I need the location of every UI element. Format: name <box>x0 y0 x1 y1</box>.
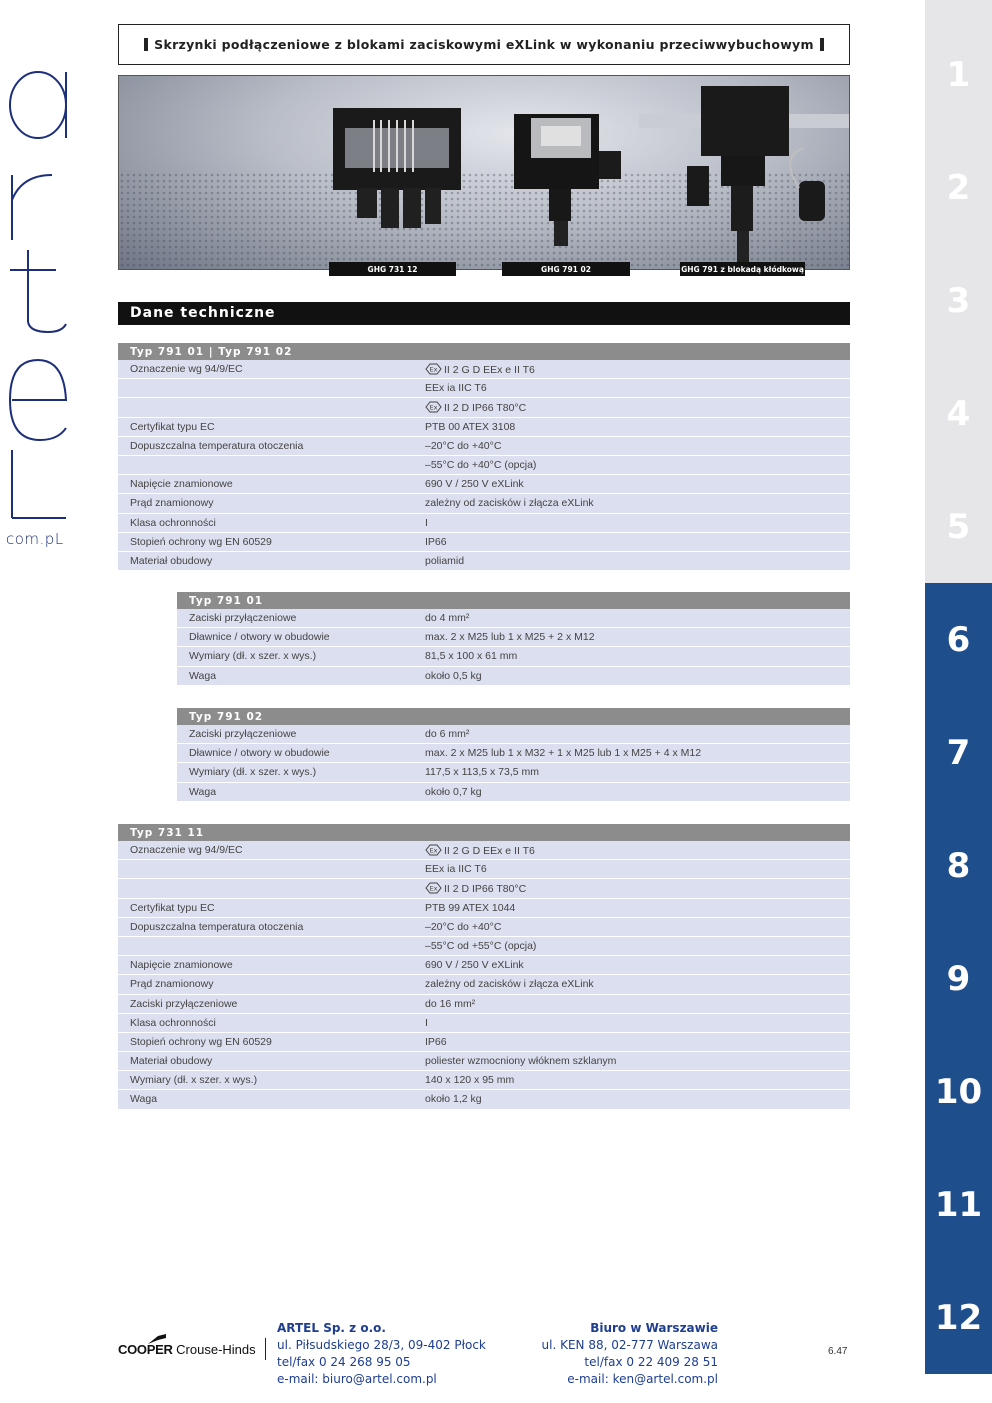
row-value-cell <box>425 1093 482 1105</box>
page-number: 6.47 <box>828 1346 848 1357</box>
row-value-cell <box>425 670 482 682</box>
chapter-tab-6[interactable]: 6 <box>925 583 992 696</box>
row-value-cell <box>425 631 595 643</box>
row-value: zależny od zacisków i złącza eXLink <box>425 978 594 991</box>
chapter-tab-1[interactable]: 1 <box>925 18 992 131</box>
row-label: Materiał obudowy <box>130 1055 213 1068</box>
table-row <box>118 975 850 994</box>
table-heading: Typ 731 11 <box>118 824 850 841</box>
row-value-cell <box>425 555 464 567</box>
page-footer <box>118 1320 858 1390</box>
address-phone: tel/fax 0 22 409 28 51 <box>584 1355 718 1369</box>
row-value-cell <box>425 1036 447 1048</box>
chapter-tab-3[interactable]: 3 <box>925 244 992 357</box>
row-value: II 2 G D EEx e II T6 <box>444 364 535 376</box>
table-row <box>118 1014 850 1033</box>
row-value-cell <box>425 363 535 376</box>
row-value: I <box>425 516 428 529</box>
address-warszawa <box>528 1320 718 1388</box>
table-row <box>118 418 850 437</box>
row-value: 690 V / 250 V eXLink <box>425 959 524 972</box>
table-row <box>118 533 850 552</box>
row-value-cell <box>425 728 469 740</box>
row-label: Zaciski przyłączeniowe <box>189 612 297 624</box>
row-value: EEx ia IIC T6 <box>425 863 487 876</box>
table-row <box>118 841 850 860</box>
row-label: Napięcie znamionowe <box>130 959 233 972</box>
table-row <box>118 956 850 975</box>
table-heading: Typ 791 01 | Typ 791 02 <box>118 343 850 360</box>
table-row <box>177 609 850 628</box>
row-label: Waga <box>130 1093 158 1106</box>
ex-atex-icon <box>425 363 442 375</box>
section-heading: Dane techniczne <box>118 302 850 325</box>
row-value: –20°C do +40°C <box>425 920 502 933</box>
row-value: IP66 <box>425 535 447 548</box>
cooper-crouse-hinds-logo <box>118 1342 256 1357</box>
table-row <box>118 899 850 918</box>
chapter-tab-8[interactable]: 8 <box>925 809 992 922</box>
row-label: Waga <box>189 669 217 682</box>
table-row <box>118 1090 850 1109</box>
brand-rest: Crouse-Hinds <box>176 1342 256 1357</box>
svg-text:Ex: Ex <box>429 884 438 893</box>
table-row <box>118 860 850 879</box>
row-label: Zaciski przyłączeniowe <box>130 997 238 1010</box>
address-email[interactable]: e-mail: biuro@artel.com.pl <box>277 1372 437 1386</box>
header-left-bar <box>144 38 148 51</box>
row-value-cell <box>425 998 475 1010</box>
svg-text:Ex: Ex <box>429 403 438 412</box>
chapter-tab-4[interactable]: 4 <box>925 357 992 470</box>
row-value: IP66 <box>425 1035 447 1048</box>
chapter-tab-7[interactable]: 7 <box>925 696 992 809</box>
row-value: poliester wzmocniony włóknem szklanym <box>425 1055 617 1068</box>
row-value-cell <box>425 401 526 414</box>
address-plock <box>277 1320 486 1388</box>
row-label: Dopuszczalna temperatura otoczenia <box>130 920 304 933</box>
table-row <box>177 763 850 782</box>
ex-atex-icon <box>425 882 442 894</box>
row-value: około 1,2 kg <box>425 1093 482 1106</box>
photo-caption-1: GHG 731 12 <box>329 262 456 276</box>
table-row <box>118 398 850 417</box>
address-line: ul. Piłsudskiego 28/3, 09-402 Płock <box>277 1338 486 1352</box>
row-label: Dopuszczalna temperatura otoczenia <box>130 439 304 452</box>
row-value-cell <box>425 440 501 452</box>
row-value-cell <box>425 978 594 990</box>
brand-bold: COOPER <box>118 1342 173 1357</box>
row-value: około 0,5 kg <box>425 669 482 682</box>
row-value: około 0,7 kg <box>425 785 482 798</box>
row-value: 117,5 x 113,5 x 73,5 mm <box>425 766 540 779</box>
page-header <box>118 24 850 65</box>
address-phone: tel/fax 0 24 268 95 05 <box>277 1355 411 1369</box>
row-label: Klasa ochronności <box>130 1016 216 1029</box>
row-label: Materiał obudowy <box>130 554 213 567</box>
row-value: II 2 G D EEx e II T6 <box>444 845 535 857</box>
artel-logo <box>0 60 80 560</box>
row-value: I <box>425 1016 428 1029</box>
table-row <box>118 1071 850 1090</box>
chapter-tab-10[interactable]: 10 <box>925 1035 992 1148</box>
row-label: Certyfikat typu EC <box>130 420 215 433</box>
row-label: Prąd znamionowy <box>130 978 214 991</box>
table-row <box>118 879 850 898</box>
row-value-cell <box>425 747 701 759</box>
address-title: Biuro w Warszawie <box>590 1321 718 1335</box>
table-row <box>177 667 850 686</box>
sidebar-top-filler <box>925 0 992 18</box>
table-row <box>118 552 850 571</box>
row-value-cell <box>425 382 487 394</box>
product-photo-panel <box>118 75 850 270</box>
spec-table-791-02 <box>177 708 850 802</box>
row-value-cell <box>425 882 526 895</box>
row-value: 690 V / 250 V eXLink <box>425 478 524 491</box>
chapter-tab-2[interactable]: 2 <box>925 131 992 244</box>
row-label: Wymiary (dł. x szer. x wys.) <box>189 766 317 779</box>
row-value-cell <box>425 844 535 857</box>
row-value: II 2 D IP66 T80°C <box>444 883 527 896</box>
row-value-cell <box>425 959 524 971</box>
photo-caption-3: GHG 791 z blokadą kłódkową <box>680 262 805 276</box>
table-row <box>118 475 850 494</box>
row-label: Oznaczenie wg 94/9/EC <box>130 844 243 856</box>
row-value: –20°C do +40°C <box>425 439 502 452</box>
ex-atex-icon <box>425 401 442 413</box>
row-value-cell <box>425 536 447 548</box>
chapter-tab-12[interactable]: 12 <box>925 1261 992 1374</box>
spec-table-791-01 <box>177 592 850 686</box>
logo-domain-text: com.pL <box>6 530 64 548</box>
row-label: Dławnice / otwory w obudowie <box>189 631 330 644</box>
svg-text:Ex: Ex <box>429 846 438 855</box>
table-row <box>118 456 850 475</box>
row-value-cell <box>425 940 536 952</box>
table-row <box>118 937 850 956</box>
row-value: max. 2 x M25 lub 1 x M32 + 1 x M25 lub 1 x M25 + 4 x M12 <box>425 747 702 760</box>
product-illustrations <box>119 76 850 270</box>
table-heading: Typ 791 01 <box>177 592 850 609</box>
row-value: poliamid <box>425 554 465 567</box>
page-title: Skrzynki podłączeniowe z blokami zaciskowymi eXLink w wykonaniu przeciwwybuchowym <box>154 37 814 52</box>
row-value: –55°C do +40°C (opcja) <box>425 458 537 471</box>
row-value-cell <box>425 459 536 471</box>
table-row <box>118 437 850 456</box>
table-row <box>177 744 850 763</box>
row-value-cell <box>425 902 515 914</box>
row-value-cell <box>425 1017 428 1029</box>
table-row <box>118 1052 850 1071</box>
row-label: Wymiary (dł. x szer. x wys.) <box>189 650 317 663</box>
row-label: Wymiary (dł. x szer. x wys.) <box>130 1074 258 1087</box>
header-right-bar <box>820 38 824 51</box>
chapter-tab-11[interactable]: 11 <box>925 1148 992 1261</box>
chapter-sidebar <box>925 0 992 1403</box>
row-value: zależny od zacisków i złącza eXLink <box>425 497 594 510</box>
table-heading: Typ 791 02 <box>177 708 850 725</box>
row-value: II 2 D IP66 T80°C <box>444 402 527 415</box>
table-row <box>118 494 850 513</box>
row-label: Dławnice / otwory w obudowie <box>189 747 330 760</box>
table-row <box>177 783 850 802</box>
row-value-cell <box>425 766 539 778</box>
chapter-tab-9[interactable]: 9 <box>925 922 992 1035</box>
row-value: do 6 mm² <box>425 728 470 740</box>
row-value-cell <box>425 1074 514 1086</box>
row-value-cell <box>425 497 594 509</box>
row-value-cell <box>425 786 482 798</box>
address-line: ul. KEN 88, 02-777 Warszawa <box>541 1338 718 1352</box>
row-label: Stopień ochrony wg EN 60529 <box>130 1035 272 1048</box>
row-label: Stopień ochrony wg EN 60529 <box>130 535 272 548</box>
row-value-cell <box>425 421 515 433</box>
row-label: Klasa ochronności <box>130 516 216 529</box>
row-value: 81,5 x 100 x 61 mm <box>425 650 518 663</box>
row-label: Zaciski przyłączeniowe <box>189 728 297 740</box>
table-row <box>118 995 850 1014</box>
spec-table-731-11 <box>118 824 850 1110</box>
ex-atex-icon <box>425 844 442 856</box>
row-value: do 4 mm² <box>425 612 470 624</box>
row-label: Certyfikat typu EC <box>130 901 215 914</box>
svg-text:Ex: Ex <box>429 365 438 374</box>
row-value: do 16 mm² <box>425 997 476 1010</box>
row-value: PTB 99 ATEX 1044 <box>425 901 516 914</box>
row-label: Napięcie znamionowe <box>130 478 233 491</box>
row-label: Waga <box>189 785 217 798</box>
row-value-cell <box>425 650 517 662</box>
address-title: ARTEL Sp. z o.o. <box>277 1321 386 1335</box>
photo-caption-2: GHG 791 02 <box>502 262 630 276</box>
footer-divider <box>265 1338 266 1360</box>
row-value: 140 x 120 x 95 mm <box>425 1074 515 1087</box>
table-row <box>177 628 850 647</box>
table-row <box>118 918 850 937</box>
row-label: Prąd znamionowy <box>130 497 214 510</box>
table-row <box>118 360 850 379</box>
chapter-tab-5[interactable]: 5 <box>925 470 992 583</box>
spec-table-791-01-02 <box>118 343 850 571</box>
row-value: EEx ia IIC T6 <box>425 382 487 395</box>
table-row <box>118 1033 850 1052</box>
row-value: –55°C od +55°C (opcja) <box>425 939 537 952</box>
row-value-cell <box>425 921 501 933</box>
row-value-cell <box>425 517 428 529</box>
row-value: PTB 00 ATEX 3108 <box>425 420 516 433</box>
table-row <box>118 514 850 533</box>
row-label: Oznaczenie wg 94/9/EC <box>130 363 243 375</box>
row-value-cell <box>425 1055 616 1067</box>
row-value-cell <box>425 612 469 624</box>
table-row <box>177 725 850 744</box>
table-row <box>177 647 850 666</box>
cooper-mark-icon <box>148 1334 166 1344</box>
address-email[interactable]: e-mail: ken@artel.com.pl <box>567 1372 718 1386</box>
table-row <box>118 379 850 398</box>
row-value-cell <box>425 478 524 490</box>
row-value-cell <box>425 863 487 875</box>
row-value: max. 2 x M25 lub 1 x M25 + 2 x M12 <box>425 631 595 644</box>
